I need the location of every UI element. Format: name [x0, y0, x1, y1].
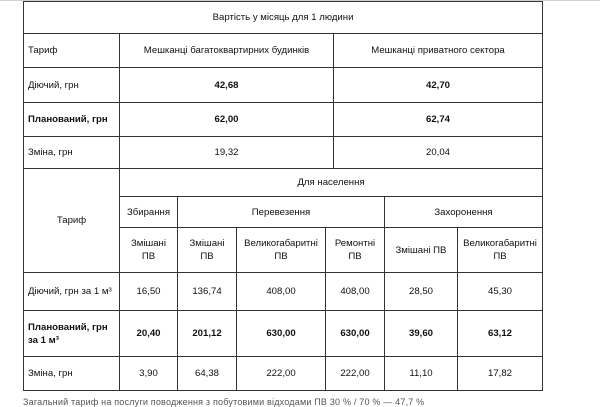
subheader-disposal-bulky: Великогабаритні ПВ: [458, 228, 543, 273]
disposal-header: Захоронення: [385, 197, 543, 228]
planned-private-value: 62,74: [334, 103, 543, 137]
monthly-cost-table: [23, 1, 543, 169]
subheader-transport-mixed: Змішані ПВ: [178, 228, 237, 273]
population-row-label-current: Діючий, грн за 1 м³: [24, 273, 120, 311]
current-value: 136,74: [178, 273, 237, 311]
current-apartment-value: 42,68: [120, 68, 334, 103]
subheader-collection-mixed: Змішані ПВ: [120, 228, 178, 273]
tariff-header: Тариф: [24, 34, 120, 68]
current-value: 16,50: [120, 273, 178, 311]
planned-apartment-value: 62,00: [120, 103, 334, 137]
transportation-header: Перевезення: [178, 197, 385, 228]
population-tariff-header: Тариф: [24, 169, 120, 273]
population-row-label-planned: Планований, грн за 1 м³: [24, 311, 120, 357]
change-value: 222,00: [326, 357, 385, 391]
current-private-value: 42,70: [334, 68, 543, 103]
cost-table-title: Вартість у місяць для 1 людини: [24, 2, 543, 34]
current-value: 408,00: [326, 273, 385, 311]
change-value: 3,90: [120, 357, 178, 391]
change-private-value: 20,04: [334, 137, 543, 169]
subheader-transport-bulky: Великогабаритні ПВ: [237, 228, 326, 273]
row-label-change: Зміна, грн: [24, 137, 120, 169]
change-value: 17,82: [458, 357, 543, 391]
planned-value: 63,12: [458, 311, 543, 357]
subheader-transport-repair: Ремонтні ПВ: [326, 228, 385, 273]
planned-value: 20,40: [120, 311, 178, 357]
subheader-disposal-mixed: Змішані ПВ: [385, 228, 458, 273]
planned-value: 630,00: [326, 311, 385, 357]
for-population-header: Для населення: [120, 169, 543, 197]
change-apartment-value: 19,32: [120, 137, 334, 169]
change-value: 64,38: [178, 357, 237, 391]
apartment-residents-header: Мешканці багатоквартирних будинків: [120, 34, 334, 68]
change-value: 11,10: [385, 357, 458, 391]
planned-value: 630,00: [237, 311, 326, 357]
current-value: 45,30: [458, 273, 543, 311]
current-value: 408,00: [237, 273, 326, 311]
footer-text-fragment: Загальний тариф на послуги поводження з побутовими відходами ПВ 30 % / 70 % — 47,7 %: [23, 397, 425, 407]
row-label-planned: Планований, грн: [24, 103, 120, 137]
collection-header: Збирання: [120, 197, 178, 228]
planned-value: 39,60: [385, 311, 458, 357]
planned-value: 201,12: [178, 311, 237, 357]
row-label-current: Діючий, грн: [24, 68, 120, 103]
private-sector-header: Мешканці приватного сектора: [334, 34, 543, 68]
current-value: 28,50: [385, 273, 458, 311]
population-tariff-table: [23, 168, 543, 391]
change-value: 222,00: [237, 357, 326, 391]
population-row-label-change: Зміна, грн: [24, 357, 120, 391]
